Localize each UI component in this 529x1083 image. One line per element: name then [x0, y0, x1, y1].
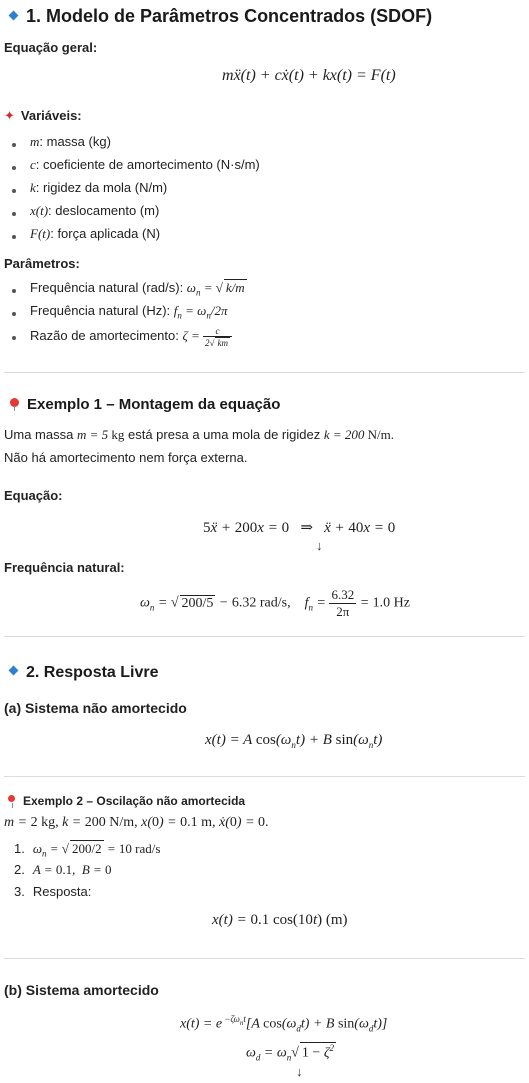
variable-desc: : deslocamento (m)	[48, 203, 160, 218]
natural-frequency-label: Frequência natural:	[4, 560, 125, 575]
variable-symbol: F(t)	[30, 226, 51, 241]
bullet-icon	[12, 212, 16, 216]
step-3: 3. Resposta:	[14, 884, 92, 899]
list-item	[30, 303, 227, 321]
example-1-frequency: $\omega_n$ = √ 200/5 − 6.32 rad/s, $f_n$ = $\frac{6.32}{2\pi}$ = 1.0 Hz	[140, 587, 410, 619]
inline-math: k = 200 N/m.	[323, 427, 394, 442]
step-3-label: Resposta:	[32, 884, 92, 899]
general-equation: mẍ(t) + cẋ(t) + kx(t) = F(t)	[222, 67, 396, 84]
inline-math: $\omega_n$ = √ 200/2 = 10 rad/s	[32, 841, 161, 859]
param-text: Frequência natural (Hz):	[30, 303, 174, 318]
variable-desc: : força aplicada (N)	[50, 226, 161, 241]
bullet-icon	[12, 312, 16, 316]
damped-frequency: $\omega_d = \omega_n√$ $1 - \zeta^2$	[246, 1043, 334, 1063]
list-item	[30, 326, 232, 348]
variable-desc: : coeficiente de amortecimento (N·s/m)	[35, 157, 260, 172]
formula-omega-n: $\omega_n$ = √ k/m	[186, 280, 245, 298]
parameters-label: Parâmetros:	[4, 256, 80, 271]
bullet-icon	[12, 166, 16, 170]
undamped-equation: x(t) = A $\cos(\omega_nt) + B$ $\sin(\omega_nt)$	[205, 732, 383, 750]
undamped-heading: (a) Sistema não amortecido	[4, 700, 187, 716]
section-2-heading	[10, 664, 159, 682]
example-2-title: Exemplo 2 – Oscilação não amortecida	[23, 794, 246, 808]
variable-desc: : massa (kg)	[39, 134, 111, 149]
diamond-icon	[9, 10, 19, 20]
variables-heading	[4, 108, 82, 124]
example-1-line-1	[4, 427, 394, 443]
bullet-icon	[12, 289, 16, 293]
list-item	[30, 279, 247, 298]
section-1-title: 1. Modelo de Parâmetros Concentrados (SDOF)	[26, 6, 433, 26]
arrow-down-icon: ↓	[316, 538, 323, 553]
divider	[4, 776, 525, 777]
section-2-title: 2. Resposta Livre	[26, 664, 159, 681]
map-pin-icon	[10, 398, 19, 407]
example-1-equation: 5ẍ + 200x = 0 ⇒ ẍ + 40x = 0	[203, 520, 396, 536]
variable-symbol: k	[30, 180, 36, 195]
bullet-icon	[12, 189, 16, 193]
text-segment: Uma massa	[4, 427, 77, 442]
example-1-heading	[10, 396, 280, 413]
text-segment: está presa a uma mola de rigidez	[124, 427, 324, 442]
variables-label: Variáveis:	[20, 108, 82, 123]
diamond-icon	[9, 666, 19, 676]
list-item	[30, 180, 167, 196]
section-1-heading	[10, 6, 432, 27]
example-2-heading	[8, 794, 245, 808]
param-text: Razão de amortecimento:	[30, 327, 183, 343]
step-1: 1. $\omega_n$ = √ 200/2 = 10 rad/s	[14, 841, 161, 859]
inline-math: m = 5 kg	[76, 427, 125, 442]
bullet-icon	[12, 235, 16, 239]
list-item	[30, 203, 159, 219]
example-1-title: Exemplo 1 – Montagem da equação	[27, 396, 281, 413]
inline-math: A = 0.1, B = 0	[32, 862, 112, 877]
variable-symbol: c	[30, 157, 36, 172]
formula-fn: $f_n = \omega_n/2\pi$	[173, 303, 228, 321]
divider	[4, 636, 525, 637]
damped-heading: (b) Sistema amortecido	[4, 982, 159, 998]
example-1-line-2: Não há amortecimento nem força externa.	[4, 450, 248, 465]
bullet-icon	[12, 143, 16, 147]
list-item	[30, 134, 111, 150]
arrow-down-icon: ↓	[296, 1064, 303, 1079]
divider	[4, 372, 525, 373]
example-2-given: m = 2 kg, k = 200 N/m, x(0) = 0.1 m, ẋ(0) = 0.	[4, 815, 269, 830]
equation-label: Equação:	[4, 488, 63, 503]
param-text: Frequência natural (rad/s):	[30, 280, 187, 295]
divider	[4, 958, 525, 959]
variable-desc: : rigidez da mola (N/m)	[35, 180, 168, 195]
variable-symbol: m	[30, 134, 40, 149]
list-item	[30, 157, 260, 173]
formula-zeta: ζ = $\frac{c}{2√ km}$	[182, 328, 232, 343]
map-pin-icon	[8, 795, 15, 802]
general-equation-label: Equação geral:	[4, 40, 98, 55]
example-2-response: x(t) = 0.1 cos(10t) (m)	[212, 912, 348, 928]
list-item	[30, 226, 160, 242]
step-2: 2. A = 0.1, B = 0	[14, 862, 112, 877]
bullet-icon	[12, 336, 16, 340]
damped-equation: x(t) = e $^{-\zeta\omega_nt}$[A $\cos(\omega_dt) + B$ $\sin(\omega_dt)$]	[180, 1014, 388, 1034]
variable-symbol: x(t)	[30, 203, 49, 218]
pushpin-icon: ✦	[4, 108, 15, 123]
